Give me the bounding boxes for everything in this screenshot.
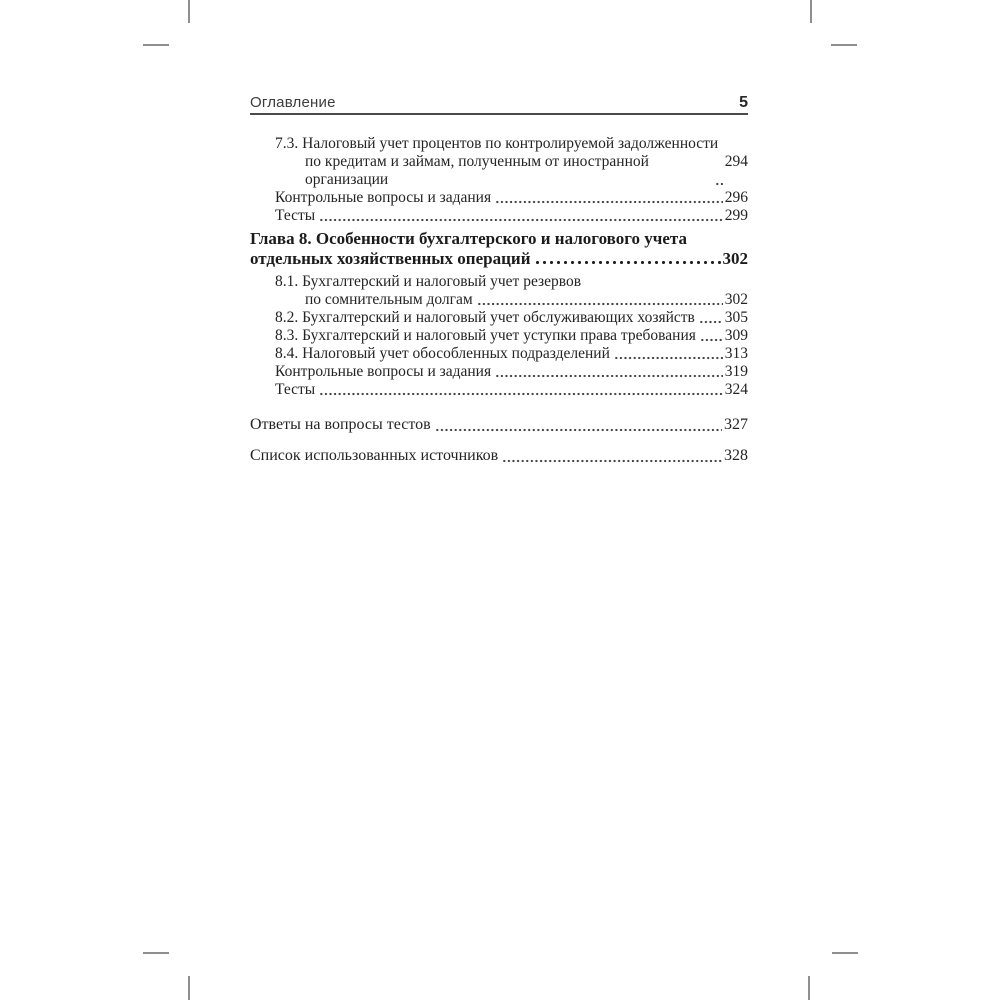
crop-mark-bottom-left-vertical xyxy=(188,976,190,1000)
toc-entry xyxy=(250,381,748,399)
toc-entry xyxy=(250,207,748,225)
toc-entry xyxy=(250,446,748,466)
toc-entry xyxy=(250,327,748,345)
toc-entry-text: Тесты xyxy=(275,207,316,224)
toc-entry-text: Контрольные вопросы и задания xyxy=(275,363,492,380)
dot-leader xyxy=(435,428,722,432)
toc-entry xyxy=(250,189,748,207)
crop-mark-top-left-vertical xyxy=(188,0,190,23)
toc-entry xyxy=(250,229,748,269)
dot-leader xyxy=(319,218,723,222)
running-head: Оглавление xyxy=(250,94,336,111)
dot-leader xyxy=(614,356,723,360)
toc-page-number: 296 xyxy=(724,189,748,206)
dot-leader xyxy=(700,338,723,342)
toc-page-number: 313 xyxy=(724,345,748,362)
crop-mark-bottom-left-horizontal xyxy=(143,952,169,954)
toc-page-number: 305 xyxy=(724,309,748,326)
toc-page-number: 309 xyxy=(724,327,748,344)
page-header xyxy=(250,94,748,115)
toc-list xyxy=(250,135,748,466)
toc-page-number: 328 xyxy=(724,447,748,464)
toc-entry xyxy=(250,273,748,309)
toc-page-number: 302 xyxy=(722,249,748,268)
toc-entry-text: по кредитам и займам, полученным от иностранной организации xyxy=(305,153,653,188)
toc-entry-text: 8.4. Налоговый учет обособленных подразделений xyxy=(275,345,610,362)
crop-mark-top-right-horizontal xyxy=(831,44,857,46)
toc-entry xyxy=(250,415,748,435)
toc-page-number: 302 xyxy=(724,291,748,308)
toc-entry xyxy=(250,135,748,189)
toc-entry-text: по сомнительным долгам xyxy=(305,291,473,308)
toc-entry-text: Тесты xyxy=(275,381,316,398)
page-content xyxy=(250,94,748,466)
toc-entry-text: Список использованных источников xyxy=(250,447,499,464)
crop-mark-top-left-horizontal xyxy=(143,44,169,46)
dot-leader xyxy=(495,374,723,378)
toc-entry-text: Глава 8. Особенности бухгалтерского и налогового учета xyxy=(250,229,687,248)
dot-leader xyxy=(477,302,723,306)
crop-mark-top-right-vertical xyxy=(810,0,812,23)
toc-entry xyxy=(250,363,748,381)
toc-page-number: 327 xyxy=(724,416,748,433)
toc-page-number: 299 xyxy=(724,207,748,224)
toc-entry-text: 8.1. Бухгалтерский и налоговый учет резервов xyxy=(275,273,582,290)
crop-mark-bottom-right-horizontal xyxy=(832,952,858,954)
toc-entry-text: 7.3. Налоговый учет процентов по контролируемой задолженности xyxy=(275,135,719,152)
dot-leader xyxy=(502,459,722,463)
dot-leader xyxy=(699,320,723,324)
toc-page-number: 324 xyxy=(724,381,748,398)
toc-entry-text: Ответы на вопросы тестов xyxy=(250,416,431,433)
toc-page-number: 319 xyxy=(724,363,748,380)
toc-entry-text: отдельных хозяйственных операций xyxy=(250,249,531,268)
dot-leader xyxy=(534,260,720,265)
toc-entry xyxy=(250,345,748,363)
toc-entry-text: Контрольные вопросы и задания xyxy=(275,189,492,206)
toc-entry-text: 8.2. Бухгалтерский и налоговый учет обслуживающих хозяйств xyxy=(275,309,695,326)
dot-leader xyxy=(319,392,723,396)
dot-leader xyxy=(715,182,723,186)
page-number: 5 xyxy=(739,94,748,111)
crop-mark-bottom-right-vertical xyxy=(808,976,810,1000)
dot-leader xyxy=(495,200,723,204)
toc-page-number: 294 xyxy=(724,153,748,170)
toc-entry-text: 8.3. Бухгалтерский и налоговый учет уступки права требования xyxy=(275,327,696,344)
toc-entry xyxy=(250,309,748,327)
